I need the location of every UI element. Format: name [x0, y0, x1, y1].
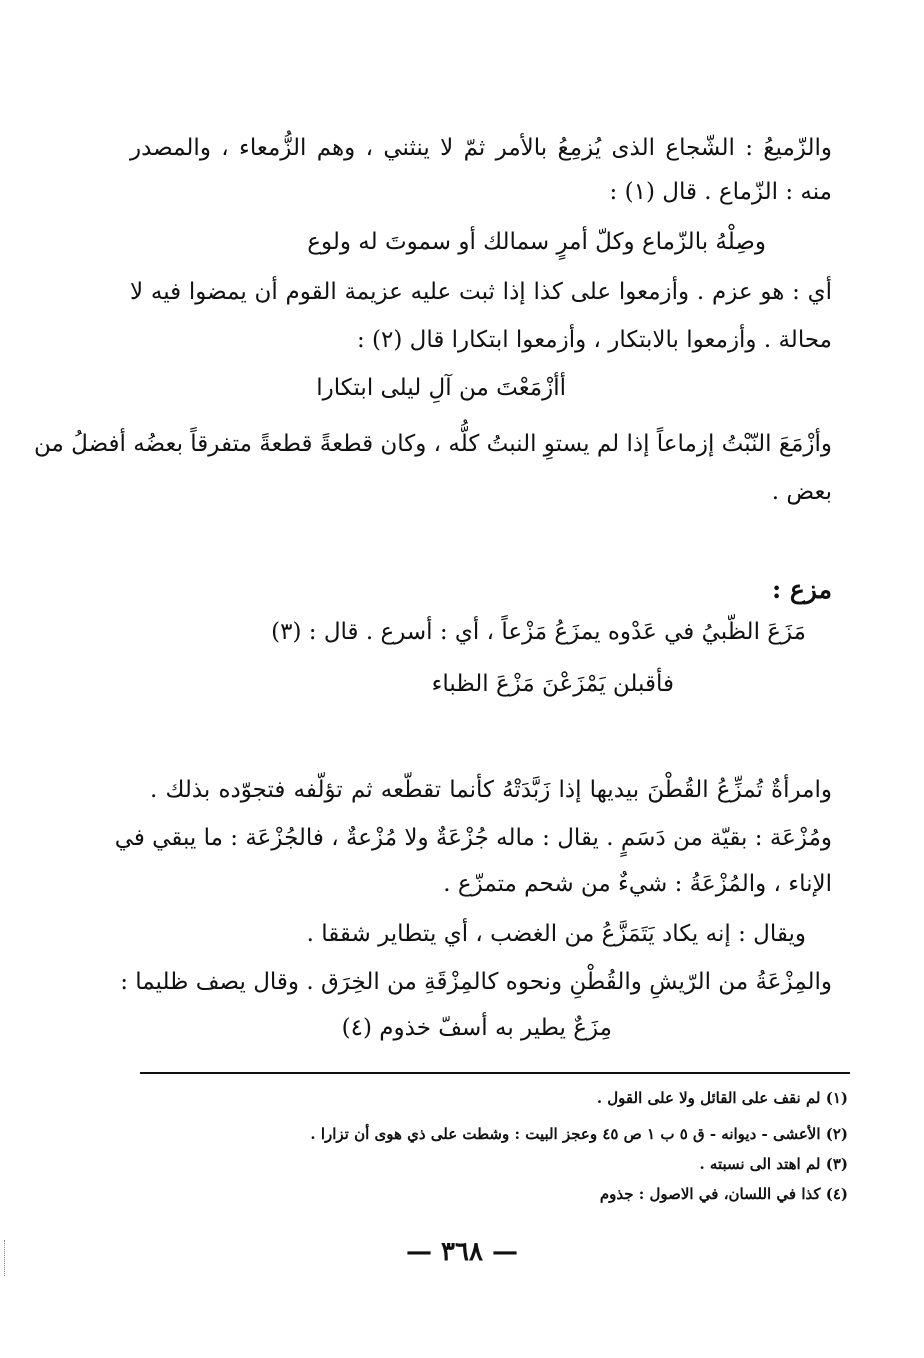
footnote: (١) لم نقف على القائل ولا على القول .	[596, 1089, 848, 1107]
scan-margin-mark	[4, 1240, 7, 1276]
verse-line: وصِلْهُ بالزّماع وكلّ أمرٍ سمالك أو سموتَ له ولوع	[307, 229, 766, 255]
text-line: وامرأةٌ تُمزِّعُ القُطْنَ بيديها إذا زَبَّدَتْهُ كأنما تقطّعه ثم تؤلّفه فتجوّده بذلك .	[150, 777, 832, 803]
text-line: وأزْمَعَ النّبْتُ إزماعاً إذا لم يستوِ النبتُ كلُّه ، وكان قطعةً قطعةً متفرقاً بعضُه أفضلُ من	[34, 431, 832, 457]
text-line: الإناء ، والمُزْعَةُ : شيءٌ من شحم متمزّع .	[443, 871, 832, 897]
verse-line: مِزَعٌ يطير به أسفّ خذوم (٤)	[341, 1015, 612, 1041]
text-line: بعض .	[771, 479, 832, 505]
footnote: (٢) الأعشى - ديوانه - ق ٥ ب ١ ص ٤٥ وعجز البيت : وشطت على ذي هوى أن تزارا .	[310, 1125, 848, 1143]
text-line: منه : الزّماع . قال (١) :	[609, 179, 832, 205]
entry-heading: مزع :	[771, 575, 832, 604]
text-line: محالة . وأزمعوا بالابتكار ، وأزمعوا ابتكارا قال (٢) :	[356, 327, 832, 353]
text-line: ويقال : إنه يكاد يَتَمَزَّعُ من الغضب ، أي يتطاير شققا .	[306, 921, 806, 947]
text-line: مَزَعَ الظّبيُ في عَدْوه يمزَعُ مَزْعاً ، أي : أسرع . قال : (٣)	[271, 619, 806, 645]
footnote: (٤) كذا في اللسان، في الاصول : جذوم	[599, 1185, 848, 1203]
text-line: والمِزْعَةُ من الرّيشِ والقُطْنِ ونحوه كالمِزْقَةِ من الخِرَق . وقال يصف ظليما :	[120, 969, 832, 995]
text-line: والزّميعُ : الشّجاع الذى يُزمِعُ بالأمر ثمّ لا ينثني ، وهم الزُّمعاء ، والمصدر	[130, 135, 832, 161]
text-line: أي : هو عزم . وأزمعوا على كذا إذا ثبت عليه عزيمة القوم أن يمضوا فيه لا	[130, 279, 832, 305]
verse-line: فأقبلن يَمْزَعْنَ مَزْعَ الظباء	[431, 671, 674, 697]
footnote: (٣) لم اهتد الى نسبته .	[699, 1155, 848, 1173]
page-number: — ٣٦٨ —	[405, 1237, 519, 1267]
verse-line: أأزْمَعْتَ من آلِ ليلى ابتكارا	[316, 375, 566, 401]
text-line: ومُزْعَة : بقيّة من دَسَمٍ . يقال : ماله جُزْعَةٌ ولا مُزْعةٌ ، فالجُزْعَة : ما يبقي في	[114, 825, 832, 851]
footnote-divider	[140, 1072, 850, 1074]
